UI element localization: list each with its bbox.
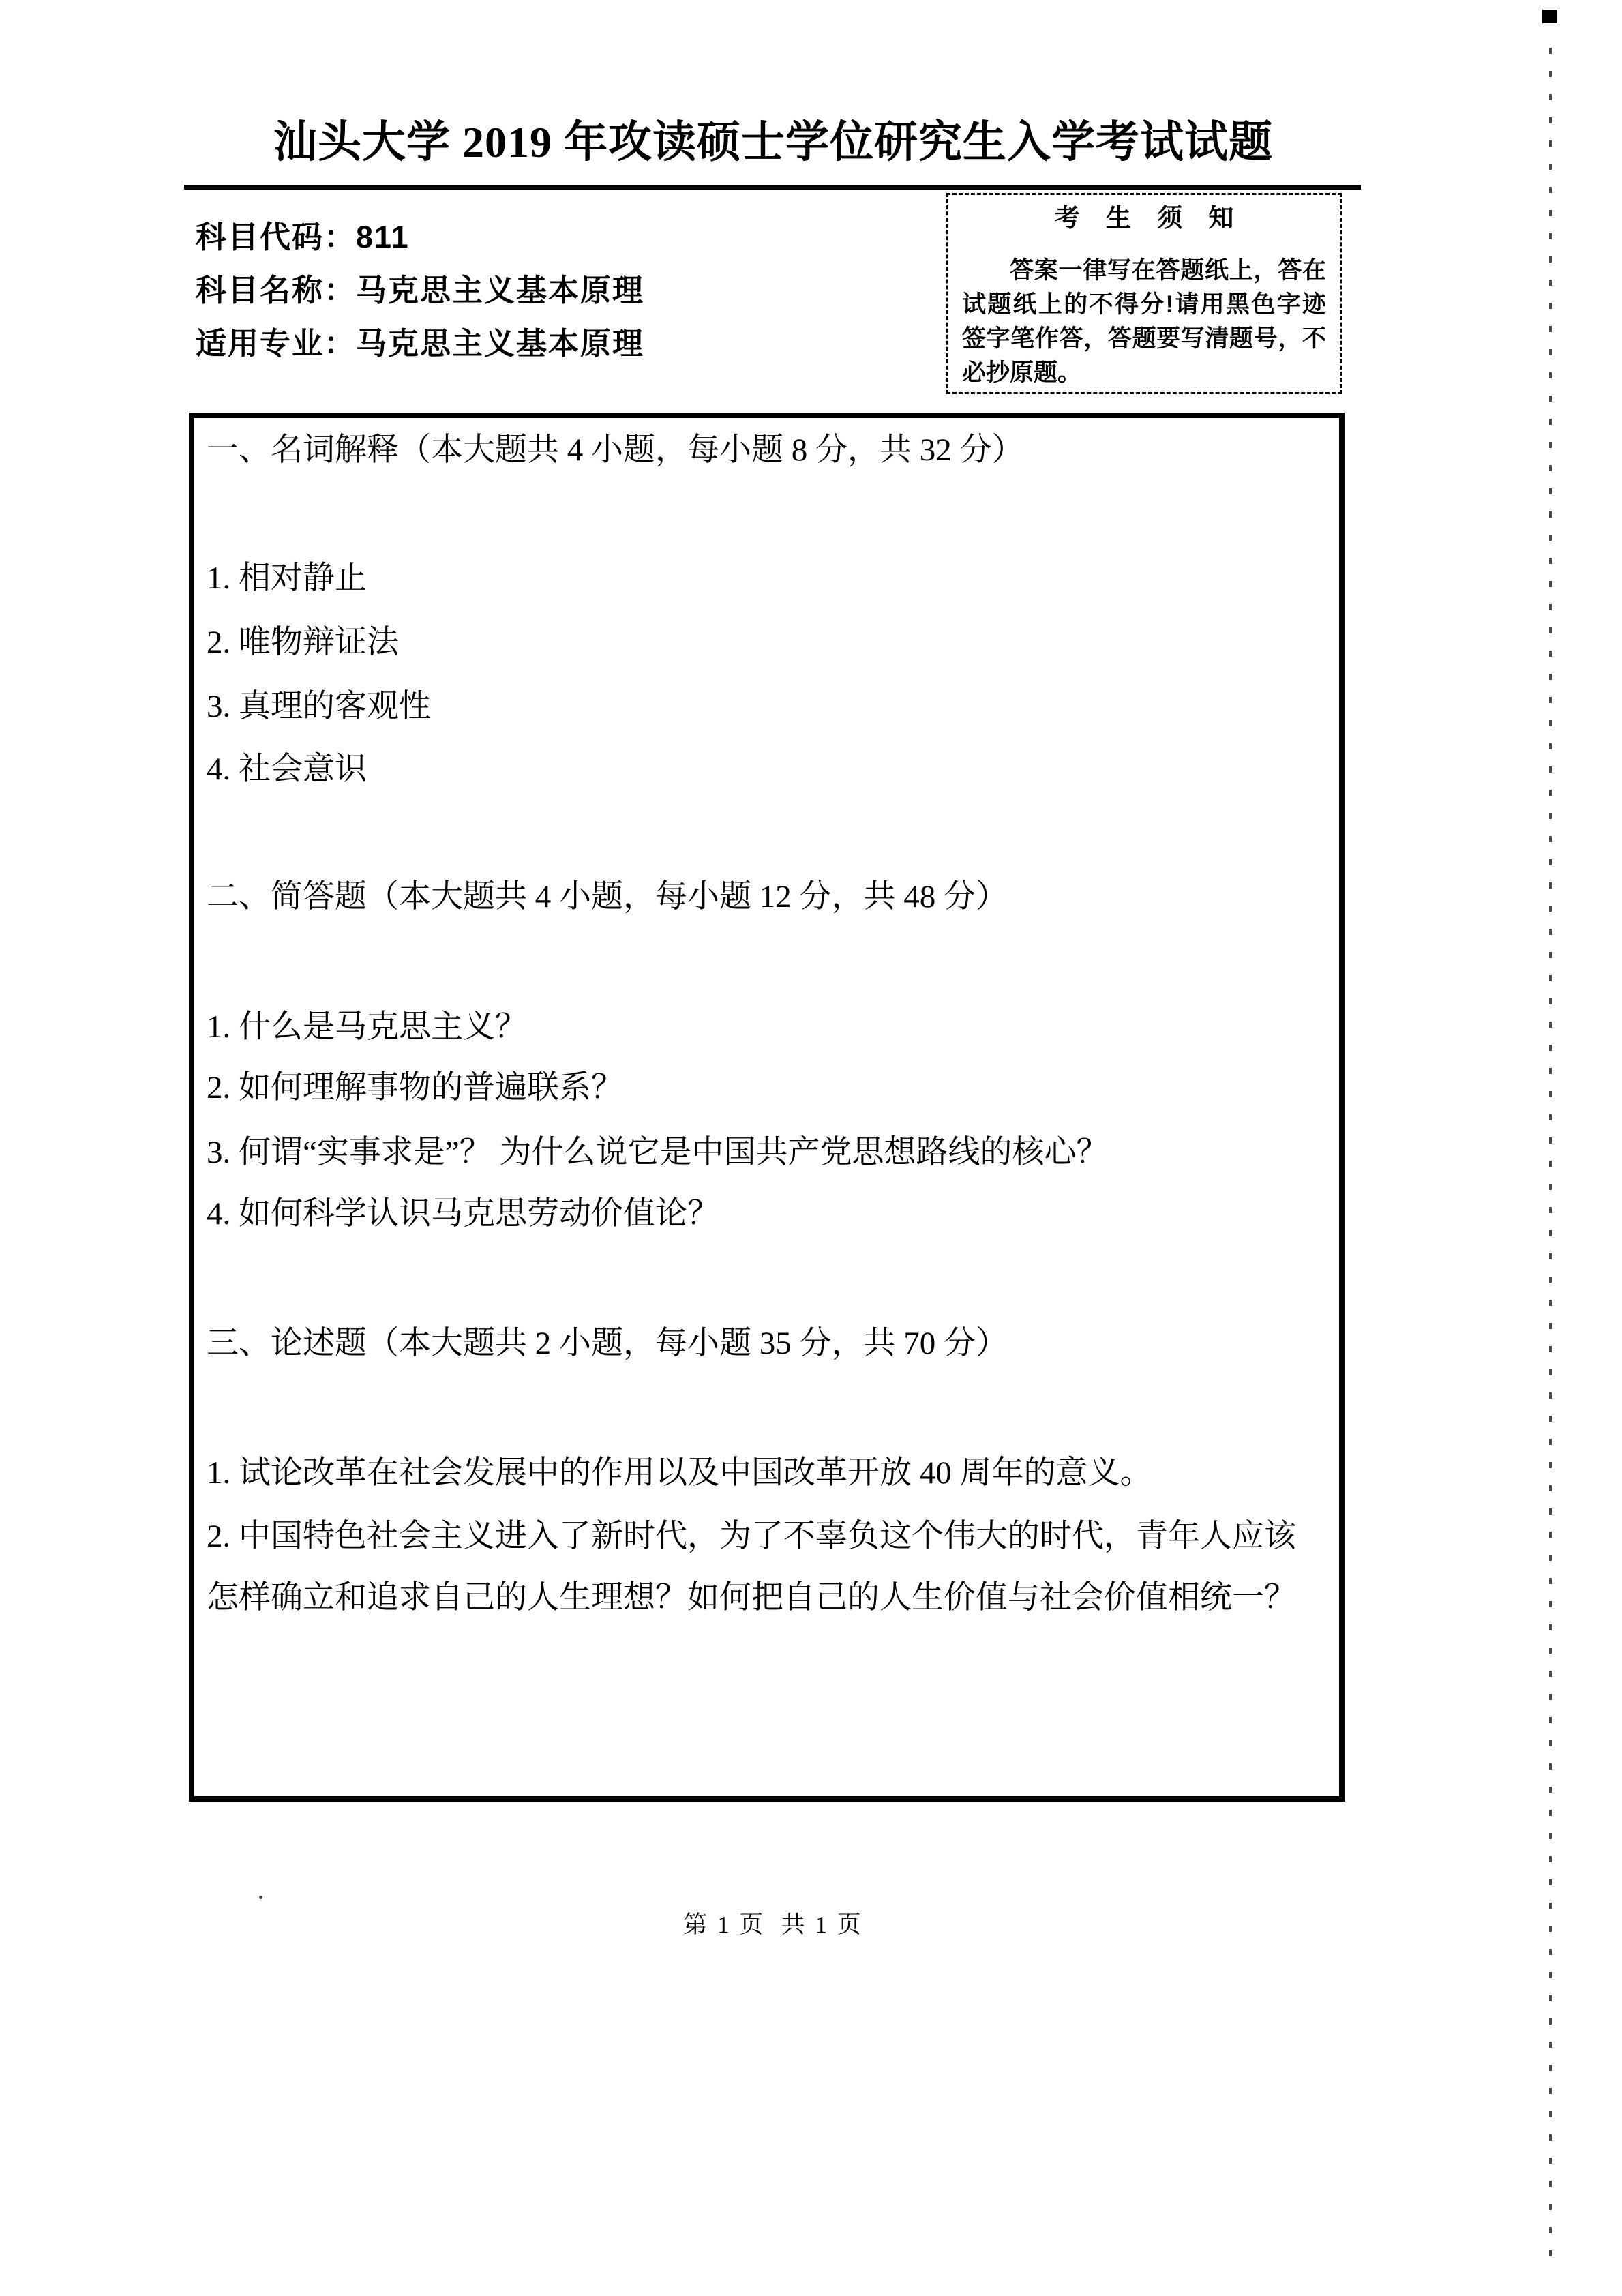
notice-body: 答案一律写在答题纸上，答在试题纸上的不得分!请用黑色字迹签字笔作答，答题要写清题号，不必抄原题。 (962, 257, 1326, 387)
subject-name-value: 马克思主义基本原理 (356, 273, 645, 308)
question-item-1-1: 1. 相对静止 (207, 561, 367, 596)
scan-artifact-blob (1542, 10, 1557, 23)
applicable-major-line (196, 317, 644, 370)
subject-code-value: 811 (356, 220, 410, 254)
question-item-1-2: 2. 唯物辩证法 (207, 625, 399, 660)
page-number: 第 1 页 共 1 页 (683, 1911, 863, 1938)
subject-code-label: 科目代码： (196, 220, 357, 254)
page-title: 汕头大学 2019 年攻读硕士学位研究生入学考试试题 (273, 118, 1273, 166)
scan-speck (259, 1896, 262, 1899)
question-item-2-1: 1. 什么是马克思主义？ (207, 1009, 527, 1045)
subject-code-line (196, 211, 644, 264)
section-1-heading: 一、名词解释（本大题共 4 小题，每小题 8 分，共 32 分） (207, 432, 1024, 468)
question-item-3-2: 2. 中国特色社会主义进入了新时代，为了不辜负这个伟大的时代，青年人应该怎样确立和追求自己的人生理想？如何把自己的人生价值与社会价值相统一？ (207, 1519, 1296, 1615)
section-2-heading: 二、简答题（本大题共 4 小题，每小题 12 分，共 48 分） (207, 879, 1008, 914)
question-item-1-4: 4. 社会意识 (207, 751, 367, 787)
scan-artifact-line (1549, 48, 1552, 2264)
question-item-1-3: 3. 真理的客观性 (207, 689, 431, 724)
section-3-heading: 三、论述题（本大题共 2 小题，每小题 35 分，共 70 分） (207, 1326, 1008, 1361)
notice-title: 考 生 须 知 (1054, 204, 1244, 232)
subject-info (196, 211, 644, 370)
applicable-major-label: 适用专业： (196, 326, 357, 361)
notice-box (946, 193, 1342, 394)
subject-name-label: 科目名称： (196, 273, 357, 308)
question-item-2-3: 3. 何谓“实事求是”？ 为什么说它是中国共产党思想路线的核心？ (207, 1135, 1109, 1170)
applicable-major-value: 马克思主义基本原理 (356, 326, 645, 361)
question-item-3-1: 1. 试论改革在社会发展中的作用以及中国改革开放 40 周年的意义。 (207, 1455, 1152, 1491)
question-item-2-2: 2. 如何理解事物的普遍联系？ (207, 1070, 623, 1105)
question-item-2-4: 4. 如何科学认识马克思劳动价值论？ (207, 1196, 719, 1232)
question-area (189, 413, 1345, 1802)
subject-name-line (196, 264, 644, 317)
title-underline (184, 185, 1361, 190)
